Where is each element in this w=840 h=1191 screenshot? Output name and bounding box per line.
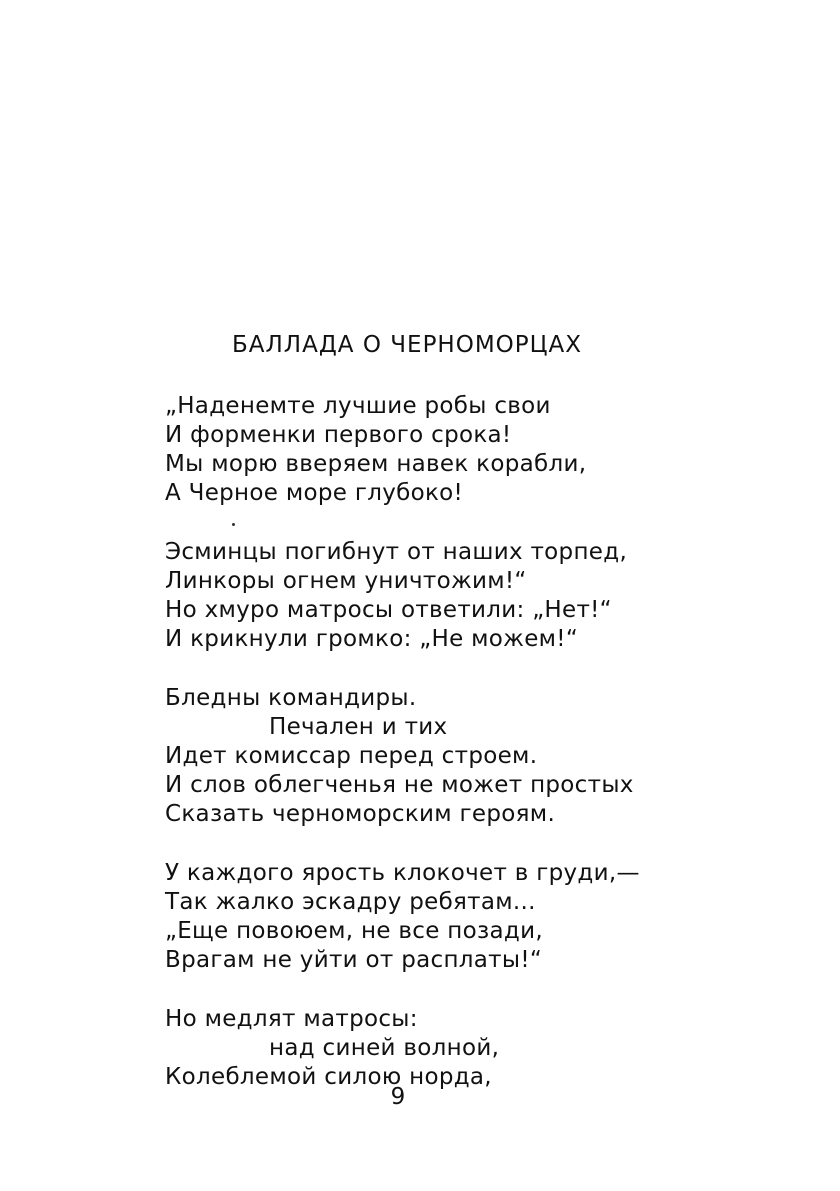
poem-line: И крикнули громко: „Не можем!“ — [165, 626, 579, 652]
poem-line: Но медлят матросы: — [165, 1006, 418, 1032]
poem-line: Линкоры огнем уничтожим!“ — [165, 568, 527, 594]
poem-line: Сказать черноморским героям. — [165, 801, 556, 827]
poem-line: Эсминцы погибнут от наших торпед, — [165, 539, 628, 565]
poem-body — [165, 392, 785, 1116]
print-speck — [232, 523, 235, 526]
poem-line-indented: Печален и тих — [269, 714, 448, 740]
poem-line: Так жалко эскадру ребятам... — [165, 889, 536, 915]
poem-line: Идет комиссар перед строем. — [165, 743, 538, 769]
poem-line: Врагам не уйти от расплаты!“ — [165, 947, 543, 973]
stanza-3 — [165, 684, 785, 829]
stanza-5 — [165, 1005, 785, 1092]
poem-line: И форменки первого срока! — [165, 422, 512, 448]
poem-line: И слов облегченья не может простых — [165, 772, 634, 798]
poem-title: БАЛЛАДА О ЧЕРНОМОРЦАХ — [232, 332, 582, 358]
page-number: 9 — [390, 1084, 406, 1110]
poem-line: Мы морю вверяем навек корабли, — [165, 451, 587, 477]
poem-line: Но хмуро матросы ответили: „Нет!“ — [165, 597, 612, 623]
poem-line: А Черное море глубоко! — [165, 480, 464, 506]
stanza-4 — [165, 859, 785, 975]
poem-line-indented: над синей волной, — [269, 1035, 500, 1061]
poem-line: У каждого ярость клокочет в груди,— — [165, 860, 640, 886]
stanza-1 — [165, 392, 785, 508]
poem-line: „Еще повоюем, не все позади, — [165, 918, 543, 944]
poem-line: Бледны командиры. — [165, 685, 417, 711]
poem-line: „Наденемте лучшие робы свои — [165, 393, 551, 419]
stanza-2 — [165, 538, 785, 654]
poem-line: Колеблемой силою норда, — [165, 1064, 492, 1090]
